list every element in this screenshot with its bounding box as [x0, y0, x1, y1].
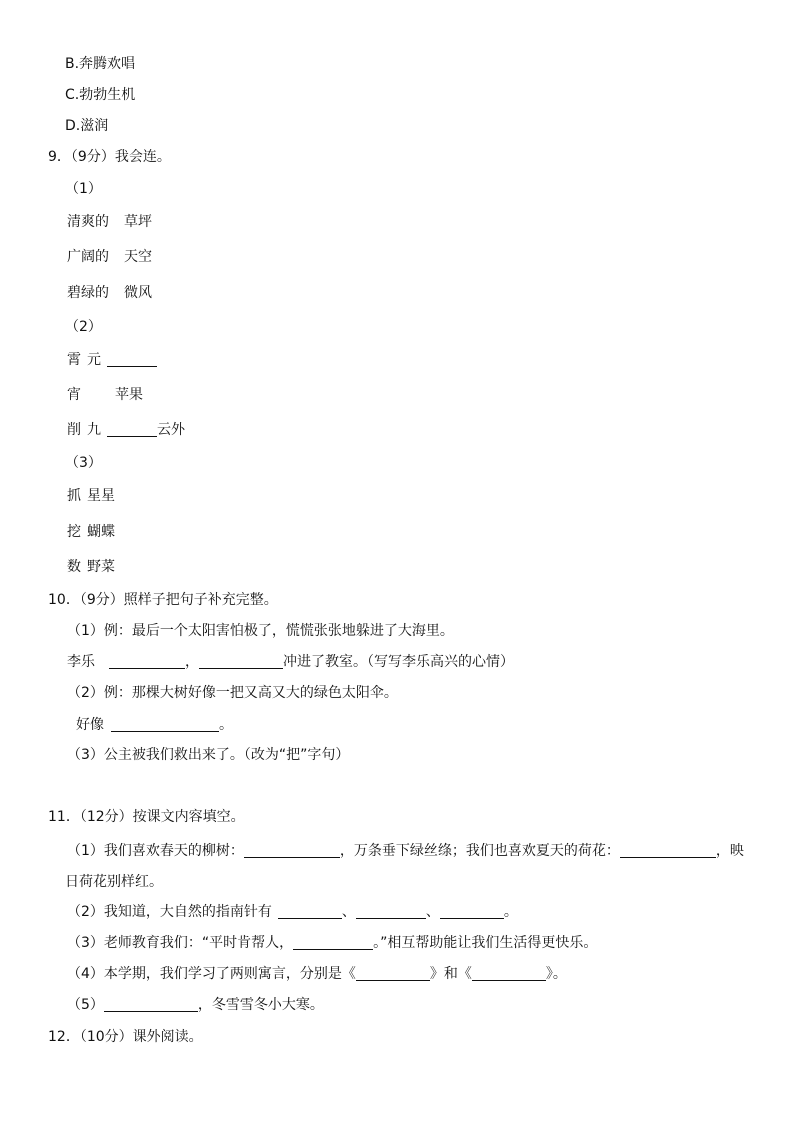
- q11-text: 》。: [545, 966, 567, 982]
- q11-text: ，映: [715, 843, 744, 859]
- answer-blank[interactable]: [199, 654, 283, 669]
- q9-left-word: 广阔的: [67, 249, 109, 265]
- q10-example-1: （1）例：最后一个太阳害怕极了，慌慌张张地躲进了大海里。: [67, 623, 454, 639]
- q11-text: 、: [341, 904, 356, 920]
- q9-char: 九: [87, 422, 101, 438]
- answer-blank[interactable]: [278, 904, 342, 919]
- q11-text: （3）老师教育我们：“平时肯帮人，: [67, 935, 294, 951]
- q11-text: （2）我知道，大自然的指南针有: [67, 904, 272, 920]
- q11-sentence-1: [67, 842, 744, 860]
- option-b: B.奔腾欢唱: [65, 56, 136, 72]
- q9-part1-row: [67, 213, 152, 231]
- q9-noun: 星星: [87, 488, 115, 504]
- answer-blank[interactable]: [293, 935, 373, 950]
- q11-sentence-5: [67, 996, 324, 1014]
- q9-part1-row: [67, 248, 152, 266]
- q10-sentence-3: （3）公主被我们救出来了。（改为“把”字句）: [67, 747, 350, 763]
- q10-comma: ，: [185, 654, 199, 670]
- answer-blank[interactable]: [107, 422, 157, 437]
- q9-noun: 野菜: [87, 559, 115, 575]
- q9-char: 宵: [67, 387, 81, 403]
- q9-right-word: 草坪: [124, 214, 152, 230]
- answer-blank[interactable]: [356, 966, 430, 981]
- q9-part3-row: [67, 523, 115, 541]
- q9-char: 元: [87, 352, 101, 368]
- q9-noun: 蝴蝶: [87, 524, 115, 540]
- q11-text: ，万条垂下绿丝绦；我们也喜欢夏天的荷花：: [339, 843, 620, 859]
- option-c: C.勃勃生机: [65, 87, 136, 103]
- q10-sentence-1: [67, 653, 514, 671]
- q11-text: （4）本学期，我们学习了两则寓言，分别是《: [67, 966, 356, 982]
- q9-verb: 数: [67, 559, 81, 575]
- q10-subject: 李乐: [67, 654, 95, 670]
- question-10-title: 10．（9分）照样子把句子补充完整。: [48, 592, 278, 608]
- answer-blank[interactable]: [244, 843, 340, 858]
- q9-part2-row: [67, 421, 185, 439]
- q10-word: 好像: [76, 717, 104, 733]
- q9-part3-row: [67, 558, 115, 576]
- answer-blank[interactable]: [107, 352, 157, 367]
- q9-word: 苹果: [115, 387, 143, 403]
- answer-blank[interactable]: [109, 654, 185, 669]
- q11-sentence-2: [67, 903, 518, 921]
- answer-blank[interactable]: [472, 966, 546, 981]
- q9-verb: 抓: [67, 488, 81, 504]
- q11-text: （1）我们喜欢春天的柳树：: [67, 843, 244, 859]
- q9-right-word: 天空: [124, 249, 152, 265]
- question-12-title: 12．（10分）课外阅读。: [48, 1029, 203, 1045]
- q11-text: 、: [425, 904, 440, 920]
- answer-blank[interactable]: [620, 843, 716, 858]
- q10-suffix: 冲进了教室。（写写李乐高兴的心情）: [283, 654, 514, 670]
- q11-text: ，冬雪雪冬小大寒。: [197, 997, 324, 1013]
- q9-left-word: 清爽的: [67, 214, 109, 230]
- q9-char: 削: [67, 422, 81, 438]
- q11-text: 。”相互帮助能让我们生活得更快乐。: [373, 935, 598, 951]
- q11-sentence-1-cont: 日荷花别样红。: [65, 874, 163, 890]
- q9-part1-label: （1）: [65, 181, 102, 197]
- q9-verb: 挖: [67, 524, 81, 540]
- q9-left-word: 碧绿的: [67, 285, 109, 301]
- q9-part2-label: （2）: [65, 319, 102, 335]
- q11-text: 》和《: [429, 966, 472, 982]
- q9-word: 云外: [157, 422, 185, 438]
- answer-blank[interactable]: [111, 717, 219, 732]
- q10-example-2: （2）例：那棵大树好像一把又高又大的绿色太阳伞。: [67, 685, 398, 701]
- q10-period: 。: [219, 717, 233, 733]
- q9-part3-label: （3）: [65, 455, 102, 471]
- q9-part1-row: [67, 284, 152, 302]
- q10-sentence-2: [76, 716, 233, 734]
- q11-text: 。: [503, 904, 518, 920]
- q9-part3-row: [67, 487, 115, 505]
- q11-sentence-3: [67, 934, 597, 952]
- answer-blank[interactable]: [440, 904, 504, 919]
- q9-char: 霄: [67, 352, 81, 368]
- answer-blank[interactable]: [356, 904, 426, 919]
- q11-sentence-4: [67, 965, 567, 983]
- q9-part2-row: [67, 351, 157, 369]
- q11-text: （5）: [67, 997, 104, 1013]
- option-d: D.滋润: [65, 118, 109, 134]
- answer-blank[interactable]: [104, 997, 198, 1012]
- question-11-title: 11．（12分）按课文内容填空。: [48, 809, 245, 825]
- q9-part2-row: [67, 386, 143, 404]
- q9-right-word: 微风: [124, 285, 152, 301]
- question-9-title: 9．（9分）我会连。: [48, 149, 171, 165]
